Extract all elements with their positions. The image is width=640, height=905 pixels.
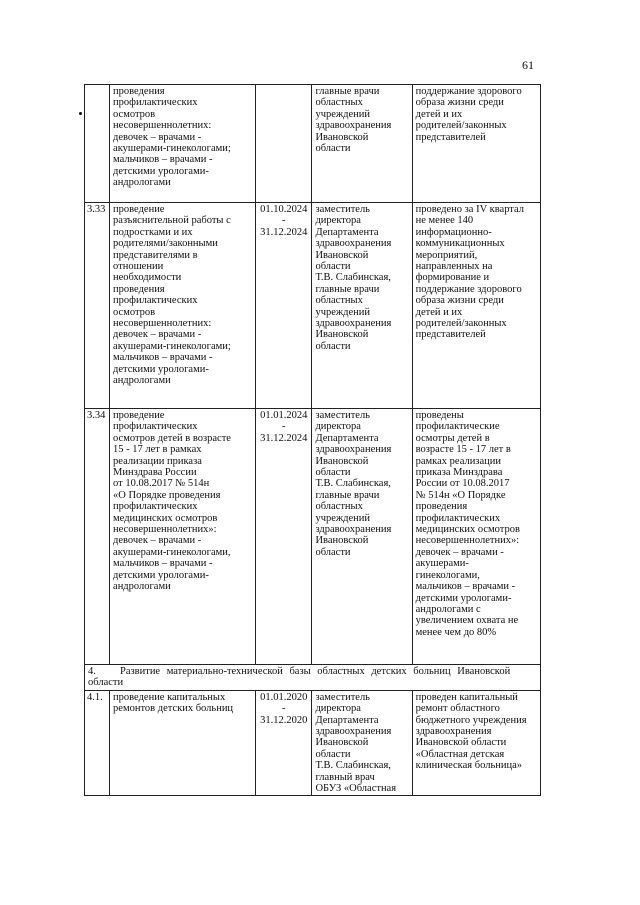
action-cell-line: профилактических	[113, 421, 198, 433]
responsible-cell-line: области	[315, 261, 351, 273]
action-cell-line: акушерами-гинекологами;	[113, 143, 231, 155]
action-cell-line: мальчиков – врачами -	[113, 352, 213, 364]
action-cell-line: разъяснительной работы с	[113, 215, 231, 227]
result-cell-line: проведения	[415, 501, 468, 513]
result-cell-line: не менее 140	[415, 215, 474, 227]
action-cell-line: андрологами	[113, 177, 171, 189]
period-cell-line: 31.12.2024	[260, 432, 308, 444]
responsible-cell-line: Ивановской	[315, 329, 369, 341]
action-cell-line: профилактических	[113, 501, 198, 513]
result-cell-line: «Областная детская	[415, 748, 505, 760]
result-cell-line: образа жизни среди	[415, 97, 504, 109]
responsible-cell-line: Департамента	[315, 226, 379, 238]
result-cell-line: приказа Минздрава	[415, 467, 503, 479]
result-cell-line: представителей	[415, 329, 486, 341]
action-cell-line: девочек – врачами -	[113, 131, 202, 143]
result-cell-line: акушерами-	[415, 558, 469, 570]
action-cell	[110, 203, 256, 409]
action-cell-line: детскими урологами-	[113, 165, 209, 177]
responsible-cell-line: Т.В. Слабинская,	[315, 272, 391, 284]
period-cell	[256, 203, 312, 409]
responsible-cell-line: ОБУЗ «Областная	[315, 783, 397, 795]
action-cell	[110, 85, 256, 203]
result-cell-line: клиническая больница»	[415, 760, 522, 772]
result-cell-line: возрасте 15 - 17 лет в	[415, 444, 511, 456]
result-cell-line: гинекологами,	[415, 569, 480, 581]
action-cell-line: необходимости	[113, 272, 182, 284]
measures-table	[84, 84, 541, 796]
action-cell-line: акушерами-гинекологами,	[113, 546, 231, 558]
responsible-cell-line: областных	[315, 501, 363, 513]
action-cell-line: профилактических	[113, 295, 198, 307]
result-cell-line: проведен капитальный	[415, 691, 518, 703]
responsible-cell-line: Ивановской	[315, 249, 369, 261]
result-cell-line: поддержание здорового	[415, 283, 522, 295]
result-cell-line: России от 10.08.2017	[415, 478, 510, 490]
result-cell-line: поддержание здорового	[415, 86, 522, 97]
result-cell-line: мероприятий,	[415, 249, 478, 261]
result-cell-line: образа жизни среди	[415, 295, 504, 307]
responsible-cell-line: главные врачи	[315, 86, 380, 97]
period-cell	[256, 85, 312, 203]
period-cell	[256, 690, 312, 796]
result-cell-line: проведено за IV квартал	[415, 204, 525, 215]
responsible-cell-line: учреждений	[315, 108, 371, 120]
responsible-cell-line: директора	[315, 703, 361, 715]
responsible-cell-line: Департамента	[315, 714, 379, 726]
action-cell-line: акушерами-гинекологами;	[113, 340, 231, 352]
result-cell-line: несовершеннолетних»:	[415, 535, 520, 547]
section-number: 4.	[88, 666, 96, 677]
table-row	[85, 203, 541, 409]
responsible-cell-line: области	[315, 143, 351, 155]
section-title-line: области	[88, 677, 124, 689]
result-cell-line: девочек – врачами -	[415, 546, 504, 558]
row-number: 4.1.	[85, 690, 110, 796]
result-cell-line: детскими урологами-	[415, 592, 512, 604]
responsible-cell-line: главные врачи	[315, 489, 380, 501]
result-cell-line: профилактические	[415, 421, 500, 433]
action-cell-line: Минздрава России	[113, 467, 197, 479]
result-cell	[412, 85, 540, 203]
result-cell-line: медицинских осмотров	[415, 524, 520, 536]
responsible-cell-line: здравоохранения	[315, 524, 392, 536]
responsible-cell-line: главный врач	[315, 771, 375, 783]
result-cell-line: информационно-	[415, 226, 492, 238]
responsible-cell-line: здравоохранения	[315, 238, 392, 250]
result-cell-line: андрологами с	[415, 603, 481, 615]
action-cell-line: детскими урологами-	[113, 363, 209, 375]
responsible-cell-line: директора	[315, 421, 361, 433]
action-cell-line: осмотров	[113, 108, 156, 120]
result-cell-line: здравоохранения	[415, 726, 492, 738]
row-number: 3.34	[85, 409, 110, 665]
responsible-cell-line: Департамента	[315, 432, 379, 444]
action-cell-line: проведения	[113, 283, 165, 295]
action-cell-line: детскими урологами-	[113, 569, 209, 581]
table-row	[85, 409, 541, 665]
result-cell	[412, 690, 540, 796]
result-cell-line: Ивановской области	[415, 737, 507, 749]
action-cell-line: мальчиков – врачами -	[113, 558, 213, 570]
result-cell-line: рамках реализации	[415, 455, 501, 467]
responsible-cell-line: области	[315, 748, 351, 760]
result-cell-line: детей и их	[415, 108, 463, 120]
section-header-row	[85, 665, 541, 691]
responsible-cell-line: области	[315, 340, 351, 352]
period-cell-line: 31.12.2024	[260, 226, 308, 238]
responsible-cell-line: областных	[315, 295, 363, 307]
action-cell-line: андрологами	[113, 581, 171, 593]
action-cell-line: осмотров	[113, 306, 156, 318]
responsible-cell-line: Т.В. Слабинская,	[315, 760, 391, 772]
action-cell-line: медицинских осмотров	[113, 512, 218, 524]
action-cell-line: несовершеннолетних»:	[113, 524, 217, 536]
action-cell-line: проведение капитальных	[113, 691, 226, 703]
action-cell-line: подростками и их	[113, 226, 193, 238]
action-cell-line: реализации приказа	[113, 455, 202, 467]
result-cell-line: бюджетного учреждения	[415, 714, 527, 726]
action-cell-line: проведение	[113, 410, 165, 421]
result-cell-line: направленных на	[415, 261, 493, 273]
action-cell-line: профилактических	[113, 97, 198, 109]
responsible-cell-line: областных	[315, 97, 363, 109]
period-cell-line: 01.10.2024	[260, 204, 308, 215]
result-cell-line: детей и их	[415, 306, 463, 318]
result-cell-line: представителей	[415, 131, 486, 143]
table-row	[85, 690, 541, 796]
action-cell-line: осмотров детей в возрасте	[113, 432, 231, 444]
result-cell	[412, 409, 540, 665]
action-cell-line: проведения	[113, 86, 165, 97]
result-cell-line: менее чем до 80%	[415, 626, 497, 638]
responsible-cell-line: заместитель	[315, 691, 370, 703]
action-cell-line: «О Порядке проведения	[113, 489, 221, 501]
result-cell-line: № 514н «О Порядке	[415, 489, 506, 501]
responsible-cell-line: здравоохранения	[315, 726, 392, 738]
responsible-cell-line: заместитель	[315, 204, 370, 215]
period-cell-line: -	[282, 215, 286, 227]
result-cell-line: формирование и	[415, 272, 490, 284]
result-cell-line: проведены	[415, 410, 464, 421]
result-cell-line: родителей/законных	[415, 120, 507, 132]
responsible-cell-line: области	[315, 546, 351, 558]
period-cell-line: 31.12.2020	[260, 714, 308, 726]
period-cell-line: 01.01.2020	[260, 691, 308, 703]
result-cell-line: профилактических	[415, 512, 501, 524]
period-cell-line: -	[282, 421, 286, 433]
responsible-cell	[312, 203, 412, 409]
responsible-cell-line: Ивановской	[315, 737, 369, 749]
result-cell-line: мальчиков – врачами -	[415, 581, 516, 593]
action-cell-line: представителями в	[113, 249, 198, 261]
action-cell-line: отношении	[113, 261, 164, 273]
responsible-cell-line: учреждений	[315, 306, 371, 318]
section-title-line: Развитие материально-технической базы областных детских больниц Ивановской	[120, 666, 511, 677]
responsible-cell-line: директора	[315, 215, 361, 227]
action-cell	[110, 690, 256, 796]
result-cell-line: родителей/законных	[415, 318, 507, 330]
action-cell-line: несовершеннолетних:	[113, 318, 212, 330]
responsible-cell-line: области	[315, 467, 351, 479]
period-cell	[256, 409, 312, 665]
action-cell	[110, 409, 256, 665]
responsible-cell-line: здравоохранения	[315, 120, 392, 132]
result-cell	[412, 203, 540, 409]
responsible-cell-line: Ивановской	[315, 535, 369, 547]
responsible-cell	[312, 409, 412, 665]
result-cell-line: увеличением охвата не	[415, 615, 519, 627]
period-cell-line: 01.01.2024	[260, 410, 308, 421]
table-row	[85, 85, 541, 203]
action-cell-line: от 10.08.2017 № 514н	[113, 478, 210, 490]
row-number	[85, 85, 110, 203]
row-number: 3.33	[85, 203, 110, 409]
responsible-cell-line: Т.В. Слабинская,	[315, 478, 391, 490]
responsible-cell-line: Ивановской	[315, 131, 369, 143]
responsible-cell-line: здравоохранения	[315, 318, 392, 330]
result-cell-line: осмотры детей в	[415, 432, 490, 444]
action-cell-line: ремонтов детских больниц	[113, 703, 234, 715]
action-cell-line: девочек – врачами -	[113, 329, 202, 341]
action-cell-line: мальчиков – врачами -	[113, 154, 213, 166]
responsible-cell-line: учреждений	[315, 512, 371, 524]
action-cell-line: девочек – врачами -	[113, 535, 202, 547]
responsible-cell-line: здравоохранения	[315, 444, 392, 456]
margin-mark	[79, 112, 82, 115]
action-cell-line: андрологами	[113, 375, 171, 387]
action-cell-line: несовершеннолетних:	[113, 120, 212, 132]
page-number: 61	[522, 58, 534, 72]
section-title	[85, 665, 541, 691]
responsible-cell-line: Ивановской	[315, 455, 369, 467]
action-cell-line: родителями/законными	[113, 238, 218, 250]
period-cell-line: -	[282, 703, 286, 715]
responsible-cell	[312, 85, 412, 203]
responsible-cell	[312, 690, 412, 796]
responsible-cell-line: главные врачи	[315, 283, 380, 295]
action-cell-line: проведение	[113, 204, 165, 215]
result-cell-line: ремонт областного	[415, 703, 500, 715]
result-cell-line: коммуникационных	[415, 238, 505, 250]
responsible-cell-line: заместитель	[315, 410, 370, 421]
action-cell-line: 15 - 17 лет в рамках	[113, 444, 202, 456]
